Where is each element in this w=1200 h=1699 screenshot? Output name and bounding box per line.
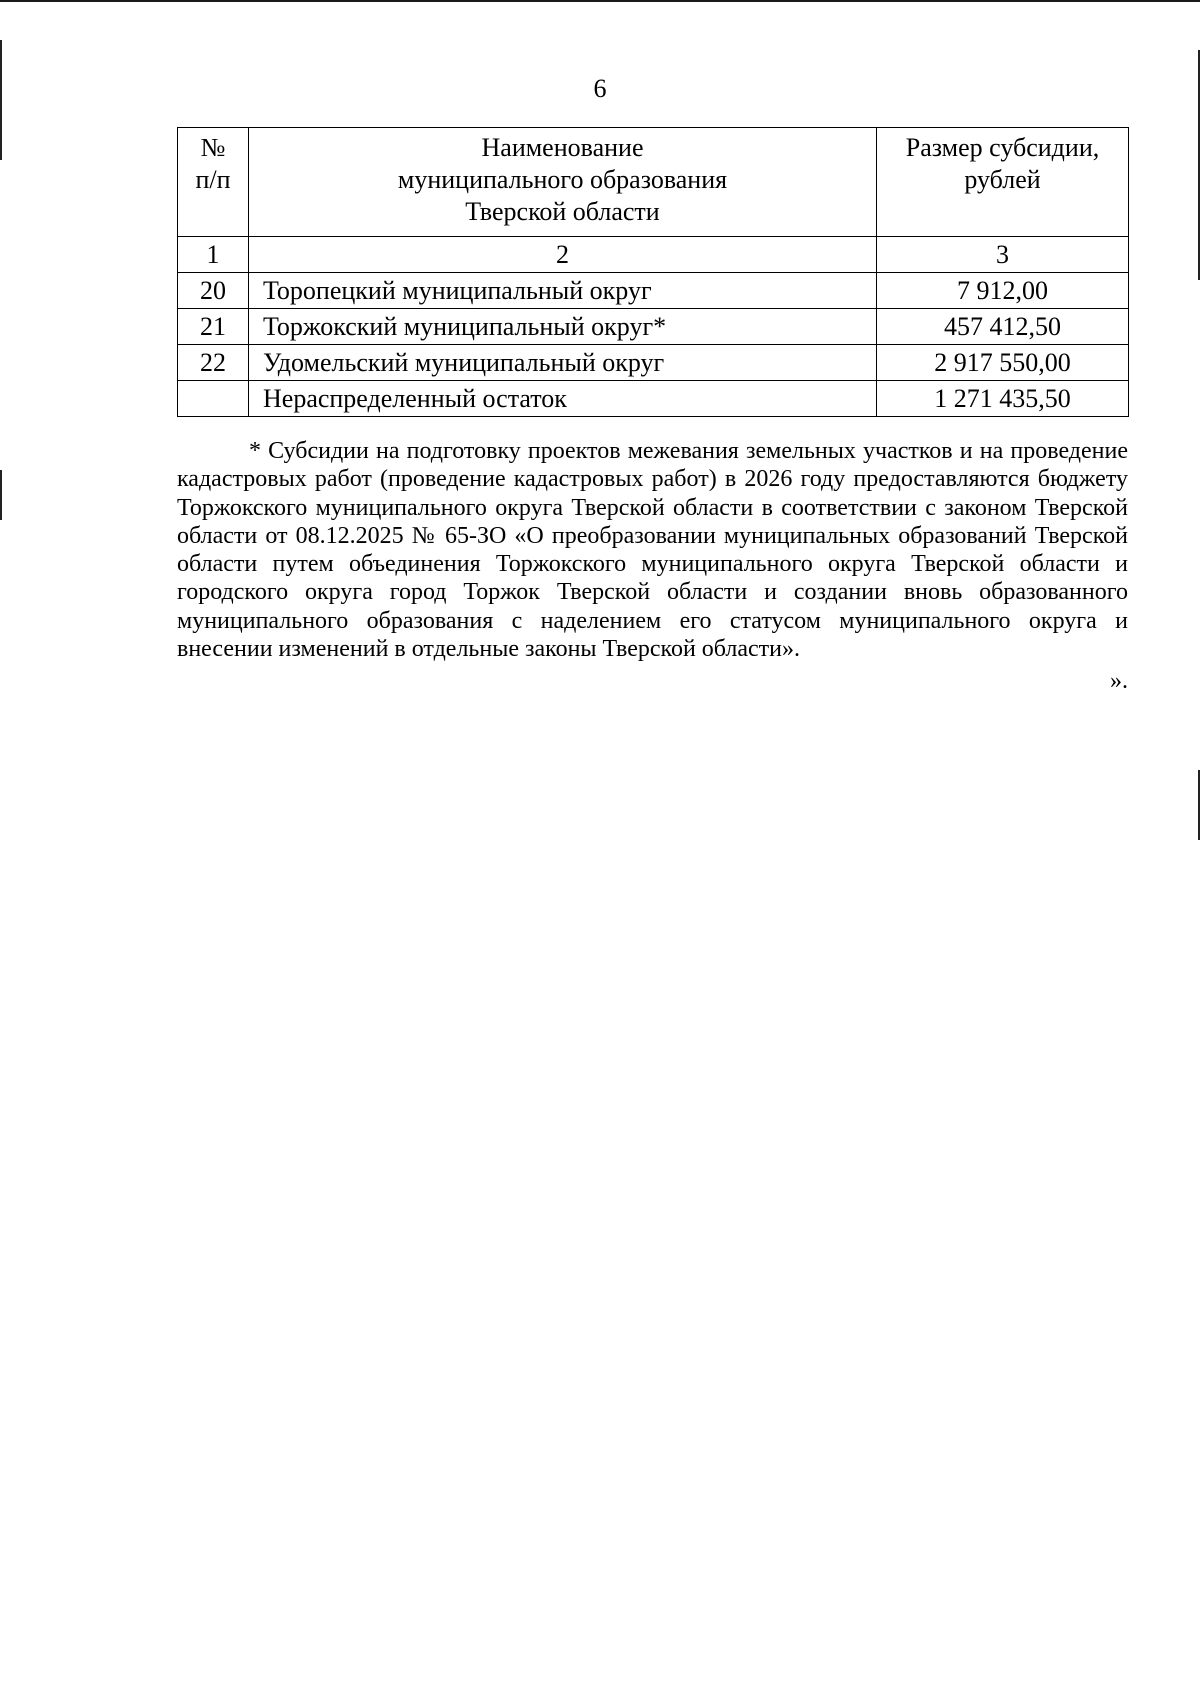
footnote-paragraph: * Субсидии на подготовку проектов межевания земельных участков и на проведение кадастровых работ (проведение кадастровых работ) в 2026 году предоставляются бюджету Торжокского муниципального округа Тверской области в соответствии с законом Тверской области от 08.12.2025 № 65-ЗО «О преобразовании муниципальных образований Тверской области путем объединения Торжокского муниципального округа Тверской области и городского округа город Торжок Тверской области и создании вновь образованного муниципального образования с наделением его статусом муниципального округа и внесении изменений в отдельные законы Тверской области».	[177, 438, 1128, 663]
subsidy-amount: 2 917 550,00	[877, 345, 1129, 381]
column-index: 1	[178, 237, 249, 273]
header-name	[249, 128, 877, 237]
header-num-line: п/п	[195, 165, 231, 194]
row-number: 22	[178, 345, 249, 381]
header-amount-line: Размер субсидии,	[905, 133, 1100, 162]
row-number: 20	[178, 273, 249, 309]
header-num	[178, 128, 249, 237]
municipality-name: Нераспределенный остаток	[249, 381, 877, 417]
row-number: 21	[178, 309, 249, 345]
subsidy-amount: 7 912,00	[877, 273, 1129, 309]
header-name-line: муниципального образования	[397, 165, 728, 194]
municipality-name: Торжокский муниципальный округ*	[249, 309, 877, 345]
table-row	[178, 345, 1129, 381]
subsidy-amount: 457 412,50	[877, 309, 1129, 345]
closing-quote: ».	[1110, 668, 1128, 694]
header-name-line: Наименование	[481, 133, 644, 162]
scan-border-top	[0, 0, 1200, 2]
row-number	[178, 381, 249, 417]
header-name-line: Тверской области	[465, 197, 660, 226]
column-index: 2	[249, 237, 877, 273]
column-index-row	[178, 237, 1129, 273]
table-row	[178, 381, 1129, 417]
table-header-row	[178, 128, 1129, 237]
subsidy-amount: 1 271 435,50	[877, 381, 1129, 417]
column-index: 3	[877, 237, 1129, 273]
page-number: 6	[593, 74, 607, 103]
subsidy-table	[177, 127, 1129, 417]
table-row	[178, 309, 1129, 345]
municipality-name: Удомельский муниципальный округ	[249, 345, 877, 381]
municipality-name: Торопецкий муниципальный округ	[249, 273, 877, 309]
scan-edge-mark	[0, 470, 2, 520]
table-row	[178, 273, 1129, 309]
header-num-line: №	[200, 133, 226, 162]
header-amount-line: рублей	[964, 165, 1041, 194]
header-amount	[877, 128, 1129, 237]
